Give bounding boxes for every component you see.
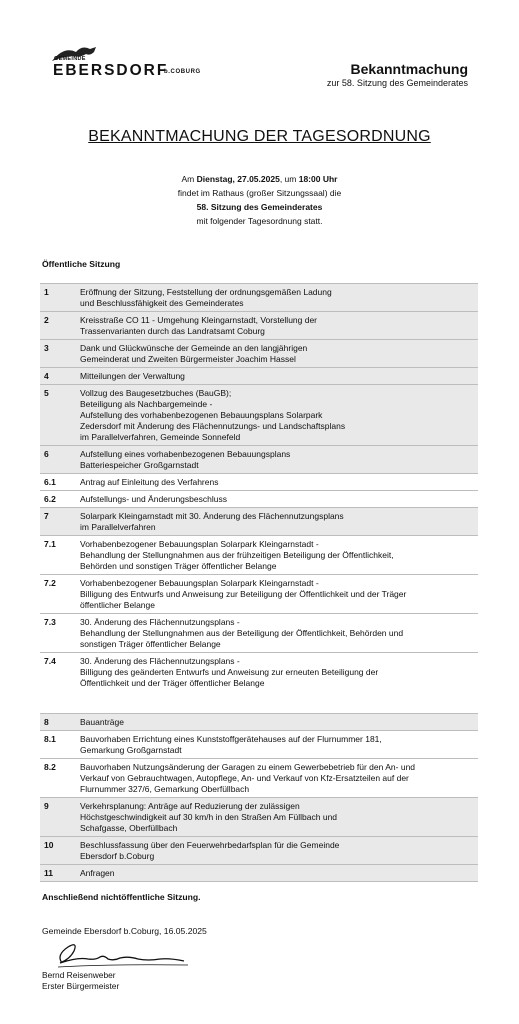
agenda-row (40, 473, 478, 490)
agenda-row (40, 652, 478, 713)
agenda-text: Vorhabenbezogener Bebauungsplan Solarpark Kleingarnstadt - Billigung des Entwurfs und Anweisung zur Beteiligung der Öffentlichkeit und der Träger öffentlicher Belange (80, 578, 407, 610)
signer-name: Bernd Reisenweber (42, 970, 116, 980)
agenda-row (40, 367, 478, 384)
agenda-text: Dank und Glückwünsche der Gemeinde an den langjährigen Gemeinderat und Zweiten Bürgermeister Joachim Hassel (80, 343, 308, 364)
agenda-number: 3 (44, 343, 49, 353)
agenda-text: 30. Änderung des Flächennutzungsplans - Behandlung der Stellungnahmen aus der Beteiligung der Öffentlichkeit, Behörden und sonstigen Träger öffentlicher Belange (80, 617, 404, 649)
agenda-number: 11 (44, 868, 53, 878)
intro-line-2: findet im Rathaus (großer Sitzungssaal) die (177, 188, 342, 198)
agenda-text: Aufstellung eines vorhabenbezogenen Bebauungsplans Batteriespeicher Großgarnstadt (80, 449, 291, 470)
agenda-text: Mitteilungen der Verwaltung (80, 371, 185, 381)
intro-line-1: Am Dienstag, 27.05.2025, um 18:00 Uhr (181, 174, 338, 184)
agenda-row (40, 507, 478, 535)
agenda-text: Vorhabenbezogener Bebauungsplan Solarpark Kleingarnstadt - Behandlung der Stellungnahmen aus der frühzeitigen Beteiligung der Öffentlichkeit, Behörden und sonstigen Träger öffentlicher Belange (80, 539, 394, 571)
intro-block (0, 172, 519, 228)
agenda-text: Bauanträge (80, 717, 124, 727)
agenda-text: Bauvorhaben Nutzungsänderung der Garagen zu einem Gewerbebetrieb für den An- und Verkauf von Gebrauchtwagen, Autopflege, An- und Verkauf von Kfz-Ersatzteilen auf der Flurnummer 327/6, Gemarkung Oberfüllbach (80, 762, 416, 794)
agenda-number: 7.3 (44, 617, 56, 627)
agenda-number: 8 (44, 717, 49, 727)
agenda-text: Beschlussfassung über den Feuerwehrbedarfsplan für die Gemeinde Ebersdorf b.Coburg (80, 840, 340, 861)
agenda-row (40, 758, 478, 797)
agenda-row (40, 445, 478, 473)
agenda-number: 6.1 (44, 477, 56, 487)
place-date: Gemeinde Ebersdorf b.Coburg, 16.05.2025 (42, 926, 207, 936)
agenda-number: 2 (44, 315, 49, 325)
agenda-number: 7.1 (44, 539, 56, 549)
agenda-row (40, 797, 478, 836)
signature-image (48, 937, 208, 971)
header-title: Bekanntmachung (350, 61, 468, 77)
logo-suffix: b.COBURG (164, 69, 201, 75)
agenda-text: Aufstellungs- und Änderungsbeschluss (80, 494, 227, 504)
agenda-text: Anfragen (80, 868, 115, 878)
agenda-text: Antrag auf Einleitung des Verfahrens (80, 477, 219, 487)
agenda-text: Verkehrsplanung: Anträge auf Reduzierung der zulässigen Höchstgeschwindigkeit auf 30 km/h in den Straßen Am Füllbach und Schafgasse, Oberfüllbach (80, 801, 338, 833)
agenda-number: 7.2 (44, 578, 56, 588)
agenda-table (40, 283, 478, 882)
agenda-row (40, 535, 478, 574)
agenda-text: Kreisstraße CO 11 - Umgehung Kleingarnstadt, Vorstellung der Trassenvarianten durch das Landratsamt Coburg (80, 315, 318, 336)
agenda-row (40, 864, 478, 882)
agenda-number: 6.2 (44, 494, 56, 504)
signer-role: Erster Bürgermeister (42, 981, 120, 991)
section-title: Öffentliche Sitzung (42, 259, 121, 269)
agenda-row (40, 613, 478, 652)
agenda-number: 9 (44, 801, 49, 811)
agenda-number: 6 (44, 449, 49, 459)
agenda-row (40, 713, 478, 730)
intro-line-4: mit folgender Tagesordnung statt. (196, 216, 323, 226)
agenda-text: 30. Änderung des Flächennutzungsplans - Billigung des geänderten Entwurfs und Anweisung zur erneuten Beteiligung der Öffentlichkeit und der Träger öffentlicher Belange (80, 656, 379, 688)
agenda-text: Vollzug des Baugesetzbuches (BauGB); Beteiligung als Nachbargemeinde - Aufstellung des vorhabenbezogenen Bebauungsplans Solarpark Zedersdorf mit Änderung des Flächennutzungs- und Landschaftsplans im Parallelverfahren, Gemeinde Sonnefeld (80, 388, 346, 442)
agenda-number: 4 (44, 371, 49, 381)
agenda-row (40, 574, 478, 613)
agenda-text: Eröffnung der Sitzung, Feststellung der ordnungsgemäßen Ladung und Beschlussfähigkeit des Gemeinderates (80, 287, 332, 308)
header-subtitle: zur 58. Sitzung des Gemeinderates (326, 78, 468, 88)
agenda-row (40, 836, 478, 864)
municipality-logo (40, 42, 230, 84)
logo-name: EBERSDORF (53, 62, 169, 79)
agenda-number: 1 (44, 287, 49, 297)
agenda-row (40, 311, 478, 339)
agenda-number: 10 (44, 840, 54, 850)
agenda-row (40, 339, 478, 367)
signer-block (42, 970, 119, 992)
agenda-row (40, 283, 478, 311)
agenda-number: 7.4 (44, 656, 56, 666)
logo-top-text: GEMEINDE (54, 56, 86, 62)
agenda-text: Solarpark Kleingarnstadt mit 30. Änderung des Flächennutzungsplans im Parallelverfahren (80, 511, 344, 532)
agenda-number: 7 (44, 511, 49, 521)
agenda-row (40, 730, 478, 758)
intro-line-3: 58. Sitzung des Gemeinderates (196, 202, 323, 212)
document-title: BEKANNTMACHUNG DER TAGESORDNUNG (88, 128, 431, 145)
agenda-number: 8.1 (44, 734, 56, 744)
agenda-text: Bauvorhaben Errichtung eines Kunststoffgerätehauses auf der Flurnummer 181, Gemarkung Großgarnstadt (80, 734, 382, 755)
agenda-row (40, 384, 478, 445)
agenda-number: 5 (44, 388, 49, 398)
agenda-row (40, 490, 478, 507)
closing-note: Anschließend nichtöffentliche Sitzung. (42, 892, 201, 902)
agenda-number: 8.2 (44, 762, 56, 772)
